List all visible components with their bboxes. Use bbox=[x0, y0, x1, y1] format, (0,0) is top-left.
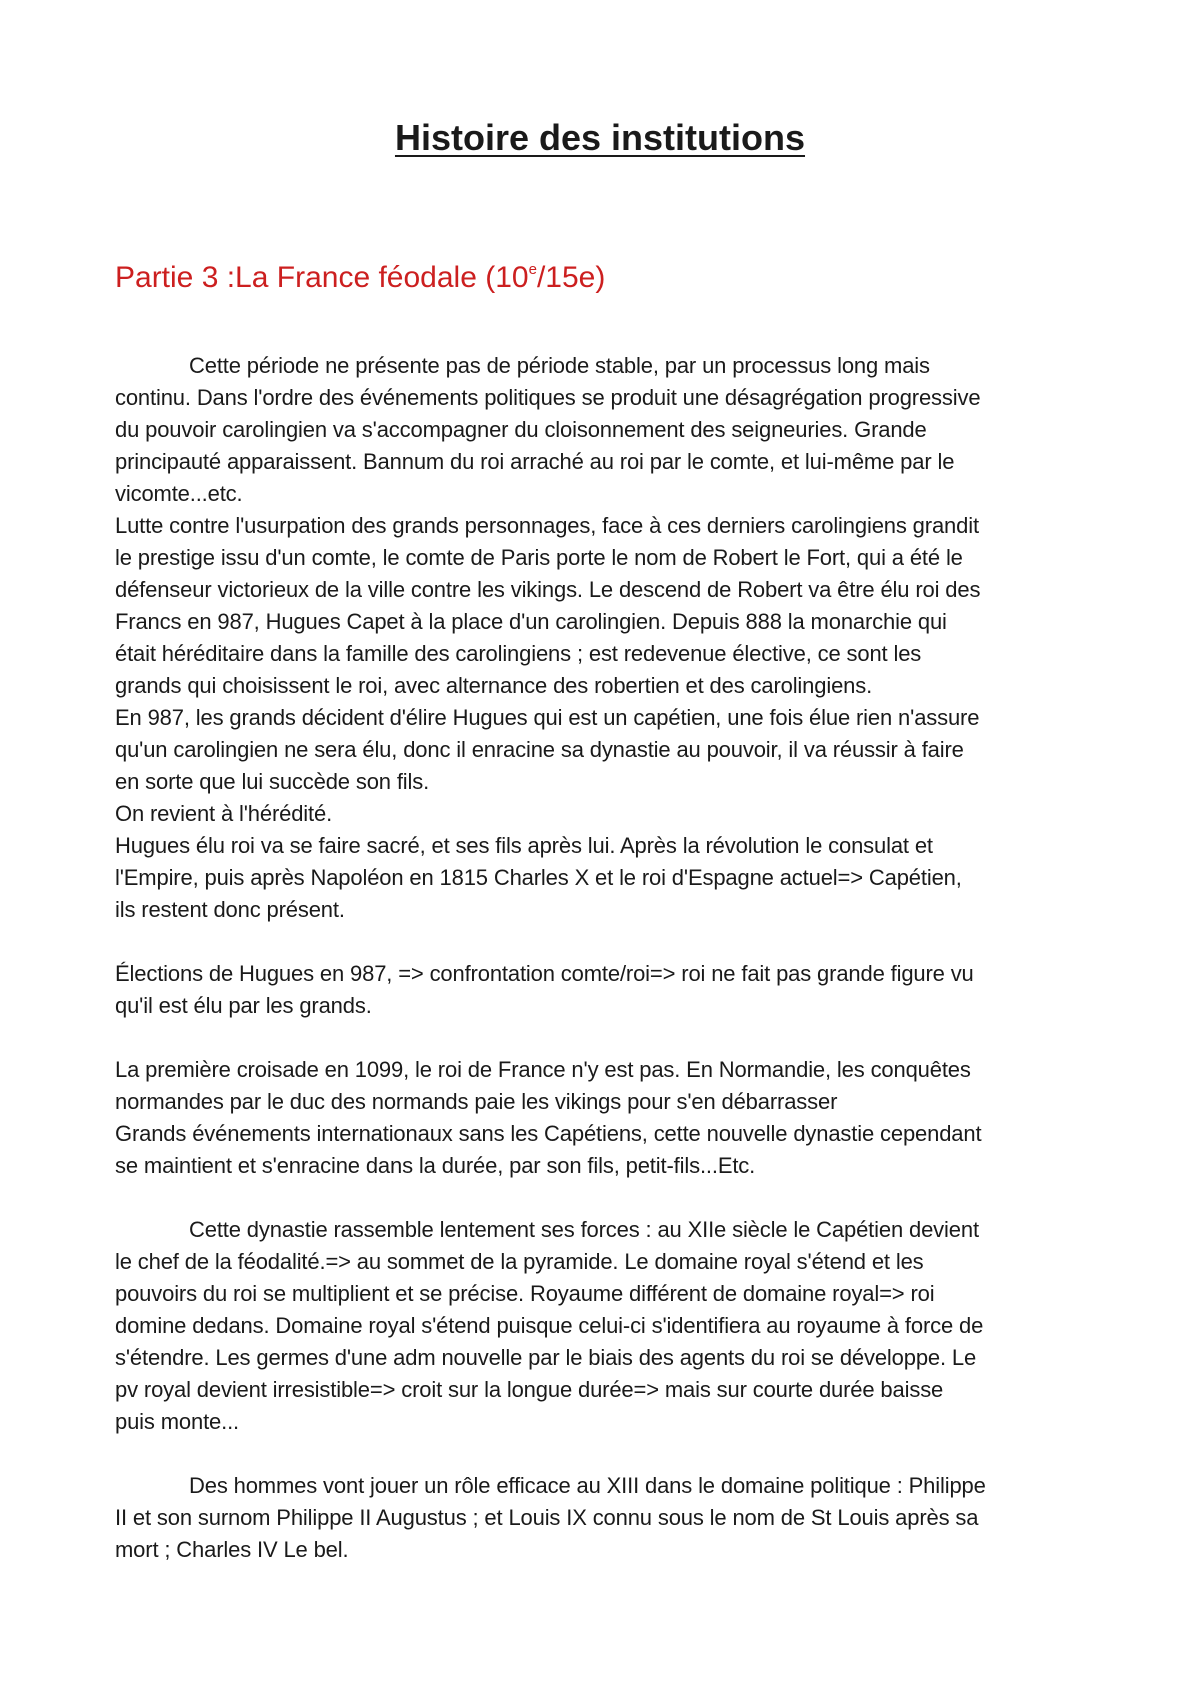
paragraph bbox=[115, 798, 1095, 830]
text-line: pv royal devient irresistible=> croit sur la longue durée=> mais sur courte durée baisse bbox=[115, 1377, 944, 1402]
text-line: qu'un carolingien ne sera élu, donc il enracine sa dynastie au pouvoir, il va réussir à faire bbox=[115, 737, 964, 762]
text-line: le prestige issu d'un comte, le comte de Paris porte le nom de Robert le Fort, qui a été le bbox=[115, 545, 963, 570]
paragraph bbox=[115, 510, 1095, 702]
text-line: défenseur victorieux de la ville contre les vikings. Le descend de Robert va être élu roi des bbox=[115, 577, 981, 602]
text-line: pouvoirs du roi se multiplient et se précise. Royaume différent de domaine royal=> roi bbox=[115, 1281, 935, 1306]
paragraph bbox=[115, 350, 1095, 510]
section-heading-superscript: e bbox=[528, 261, 537, 278]
paragraph bbox=[115, 1054, 1095, 1182]
text-line: s'étendre. Les germes d'une adm nouvelle par le biais des agents du roi se développe. Le bbox=[115, 1345, 977, 1370]
text-line: ils restent donc présent. bbox=[115, 897, 345, 922]
document-body bbox=[115, 350, 1095, 1566]
text-line: grands qui choisissent le roi, avec alternance des robertien et des carolingiens. bbox=[115, 673, 873, 698]
text-line: Des hommes vont jouer un rôle efficace au XIII dans le domaine politique : Philippe bbox=[189, 1473, 986, 1498]
text-line: puis monte... bbox=[115, 1409, 240, 1434]
document-title: Histoire des institutions bbox=[394, 117, 806, 158]
text-line: principauté apparaissent. Bannum du roi arraché au roi par le comte, et lui-même par le bbox=[115, 449, 955, 474]
text-line: Grands événements internationaux sans les Capétiens, cette nouvelle dynastie cependant bbox=[115, 1121, 982, 1146]
text-line: continu. Dans l'ordre des événements politiques se produit une désagrégation progressive bbox=[115, 385, 981, 410]
text-line: mort ; Charles IV Le bel. bbox=[115, 1537, 349, 1562]
text-line: La première croisade en 1099, le roi de France n'y est pas. En Normandie, les conquêtes bbox=[115, 1057, 971, 1082]
section-heading-prefix: Partie 3 :La France féodale (10 bbox=[115, 261, 529, 294]
text-line: Élections de Hugues en 987, => confrontation comte/roi=> roi ne fait pas grande figure vu bbox=[115, 961, 974, 986]
section-heading-suffix: /15e) bbox=[536, 261, 606, 294]
paragraph bbox=[115, 958, 1095, 1022]
text-line: On revient à l'hérédité. bbox=[115, 801, 333, 826]
section-heading bbox=[115, 259, 605, 297]
text-line: Lutte contre l'usurpation des grands personnages, face à ces derniers carolingiens grandit bbox=[115, 513, 979, 538]
text-line: en sorte que lui succède son fils. bbox=[115, 769, 430, 794]
text-line: le chef de la féodalité.=> au sommet de la pyramide. Le domaine royal s'étend et les bbox=[115, 1249, 924, 1274]
text-line: qu'il est élu par les grands. bbox=[115, 993, 372, 1018]
text-line: En 987, les grands décident d'élire Hugues qui est un capétien, une fois élue rien n'assure bbox=[115, 705, 980, 730]
text-line: l'Empire, puis après Napoléon en 1815 Charles X et le roi d'Espagne actuel=> Capétien, bbox=[115, 865, 962, 890]
text-line: se maintient et s'enracine dans la durée, par son fils, petit-fils...Etc. bbox=[115, 1153, 756, 1178]
text-line: Hugues élu roi va se faire sacré, et ses fils après lui. Après la révolution le consulat et bbox=[115, 833, 933, 858]
text-line: domine dedans. Domaine royal s'étend puisque celui-ci s'identifiera au royaume à force de bbox=[115, 1313, 984, 1338]
paragraph bbox=[115, 1214, 1095, 1438]
paragraph bbox=[115, 702, 1095, 798]
paragraph bbox=[115, 830, 1095, 926]
text-line: était héréditaire dans la famille des carolingiens ; est redevenue élective, ce sont les bbox=[115, 641, 922, 666]
text-line: Cette période ne présente pas de période stable, par un processus long mais bbox=[189, 353, 930, 378]
text-line: II et son surnom Philippe II Augustus ; et Louis IX connu sous le nom de St Louis après sa bbox=[115, 1505, 979, 1530]
text-line: normandes par le duc des normands paie les vikings pour s'en débarrasser bbox=[115, 1089, 838, 1114]
text-line: Francs en 987, Hugues Capet à la place d'un carolingien. Depuis 888 la monarchie qui bbox=[115, 609, 947, 634]
text-line: du pouvoir carolingien va s'accompagner du cloisonnement des seigneuries. Grande bbox=[115, 417, 927, 442]
paragraph bbox=[115, 1470, 1095, 1566]
text-line: Cette dynastie rassemble lentement ses forces : au XIIe siècle le Capétien devient bbox=[189, 1217, 979, 1242]
text-line: vicomte...etc. bbox=[115, 481, 243, 506]
